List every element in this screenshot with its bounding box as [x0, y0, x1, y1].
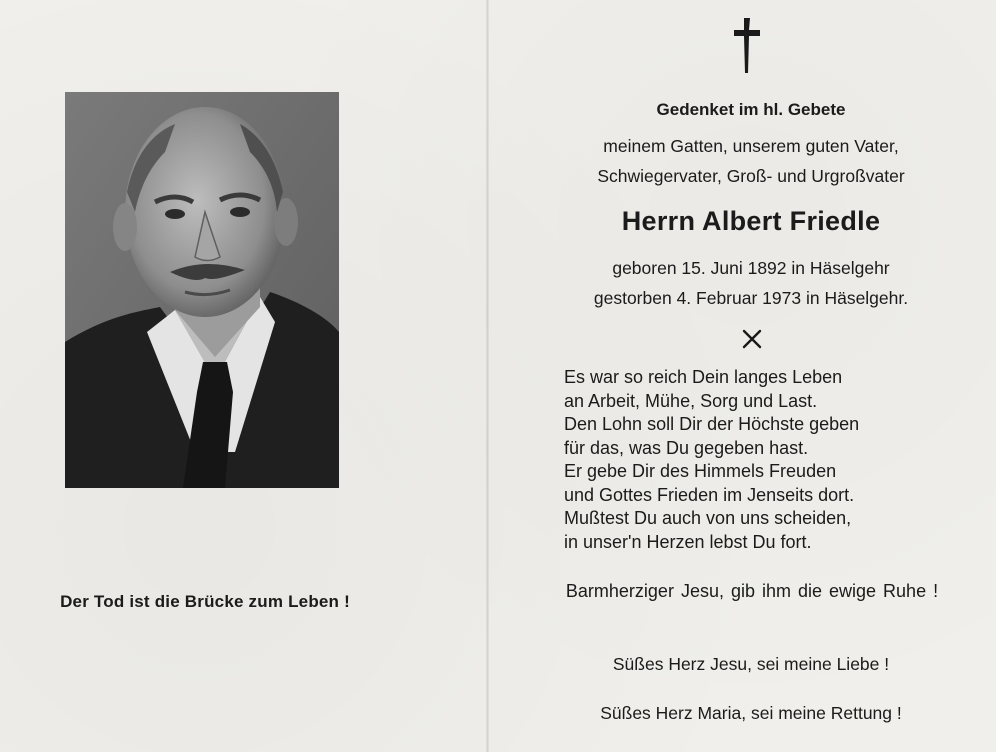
poem-line: für das, was Du gegeben hast. [564, 437, 809, 458]
prayer-herz-maria: Süßes Herz Maria, sei meine Rettung ! [600, 703, 902, 723]
relation-line-1: meinem Gatten, unserem guten Vater, [603, 136, 899, 156]
cross-icon [733, 18, 761, 74]
prayer-herz-jesu: Süßes Herz Jesu, sei meine Liebe ! [612, 654, 890, 674]
left-panel [0, 0, 486, 752]
poem-line: Er gebe Dir des Himmels Freuden [564, 461, 837, 481]
motto-text: Der Tod ist die Brücke zum Leben ! [60, 592, 350, 611]
poem-line: und Gottes Frieden im Jenseits dort. [564, 484, 855, 505]
poem-line: Den Lohn soll Dir der Höchste geben [564, 414, 860, 434]
relation-line-2: Schwiegervater, Groß- und Urgroßvater [597, 166, 905, 186]
right-panel [489, 0, 996, 752]
deceased-name: Herrn Albert Friedle [621, 206, 881, 236]
poem-line: an Arbeit, Mühe, Sorg und Last. [564, 390, 818, 411]
poem-line: in unser'n Herzen lebst Du fort. [564, 531, 812, 552]
poem-line: Es war so reich Dein langes Leben [564, 367, 843, 387]
x-mark-icon [741, 328, 763, 350]
heading-text: Gedenket im hl. Gebete [656, 100, 846, 119]
portrait-illustration [65, 92, 339, 488]
portrait-photo [65, 92, 339, 488]
poem [564, 366, 964, 554]
poem-line: Mußtest Du auch von uns scheiden, [564, 508, 852, 528]
birth-line: geboren 15. Juni 1892 in Häselgehr [612, 258, 890, 278]
prayer-ewige-ruhe: Barmherziger Jesu, gib ihm die ewige Ruhe ! [565, 581, 939, 601]
death-line: gestorben 4. Februar 1973 in Häselgehr. [593, 288, 909, 308]
